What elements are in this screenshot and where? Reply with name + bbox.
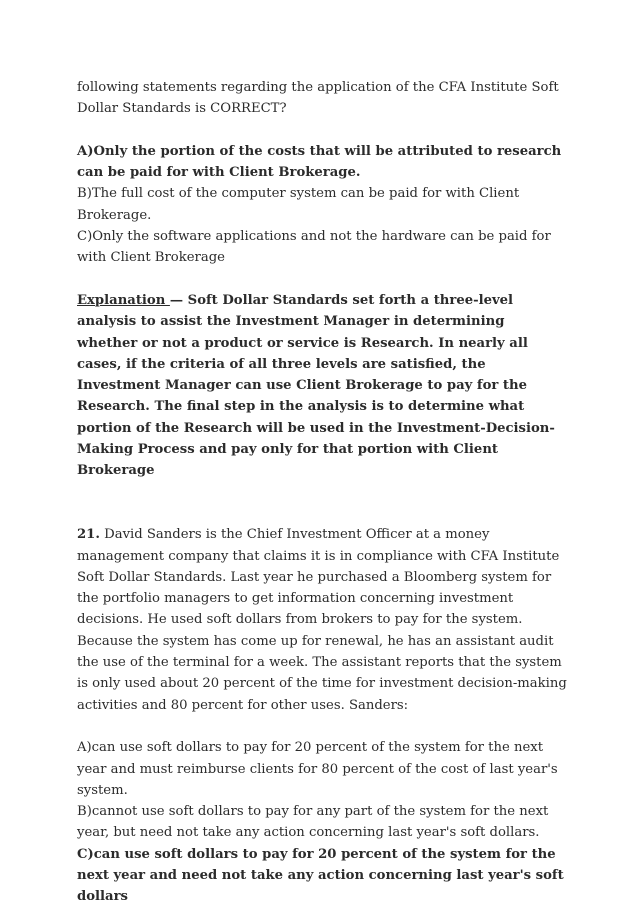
q21-option-a [77, 737, 567, 801]
q21-stem [77, 524, 567, 716]
option-text: can use soft dollars to pay for 20 percent of the system for the next year and need not take any action concerning last year's soft dollars [77, 846, 564, 905]
explanation-text: — Soft Dollar Standards set forth a three-level analysis to assist the Investment Manager in determining whether or not a product or service is Research. In nearly all cases, if the criteria of all three levels are satisfied, the Investment Manager can use Client Brokerage to pay for the Research. The final step in the analysis is to determine what portion of the Research will be used in the Investment-Decision-Making Process and pay only for that portion with Client Brokerage [77, 292, 555, 479]
option-text: Only the software applications and not the hardware can be paid for with Client Brokerage [77, 229, 551, 266]
document-content [77, 77, 567, 908]
q20-option-b [77, 183, 567, 226]
option-label: B) [77, 804, 92, 820]
q21-option-b [77, 801, 567, 844]
spacer [77, 120, 567, 141]
option-label: C) [77, 846, 94, 862]
q20-option-a [77, 141, 567, 184]
question-intro: following statements regarding the application of the CFA Institute Soft Dollar Standards is CORRECT? [77, 80, 559, 117]
option-label: B) [77, 186, 92, 202]
option-text: The full cost of the computer system can be paid for with Client Brokerage. [77, 186, 520, 223]
option-text: Only the portion of the costs that will be attributed to research can be paid for with Client Brokerage. [77, 143, 562, 181]
q20-option-c [77, 226, 567, 269]
option-label: C) [77, 229, 93, 245]
option-text: cannot use soft dollars to pay for any part of the system for the next year, but need not take any action concerning last year's soft dollars. [77, 804, 549, 841]
question-text: David Sanders is the Chief Investment Officer at a money management company that claims it is in compliance with CFA Institute Soft Dollar Standards. Last year he purchased a Bloomberg system for the portfolio managers to get information concerning investment decisions. He used soft dollars from brokers to pay for the system. Because the system has come up for renewal, he has an assistant audit the use of the terminal for a week. The assistant reports that the system is only used about 20 percent of the time for investment decision-making activities and 80 percent for other uses. Sanders: [77, 527, 567, 713]
spacer [77, 269, 567, 290]
q20-explanation [77, 290, 567, 482]
q21-option-c [77, 844, 567, 908]
option-label: A) [77, 740, 92, 756]
option-label: A) [77, 143, 94, 159]
spacer [77, 716, 567, 737]
spacer [77, 482, 567, 525]
question-number: 21. [77, 527, 100, 543]
option-text: can use soft dollars to pay for 20 percent of the system for the next year and must reimburse clients for 80 percent of the cost of last year's system. [77, 740, 558, 798]
explanation-label: Explanation [77, 292, 170, 308]
